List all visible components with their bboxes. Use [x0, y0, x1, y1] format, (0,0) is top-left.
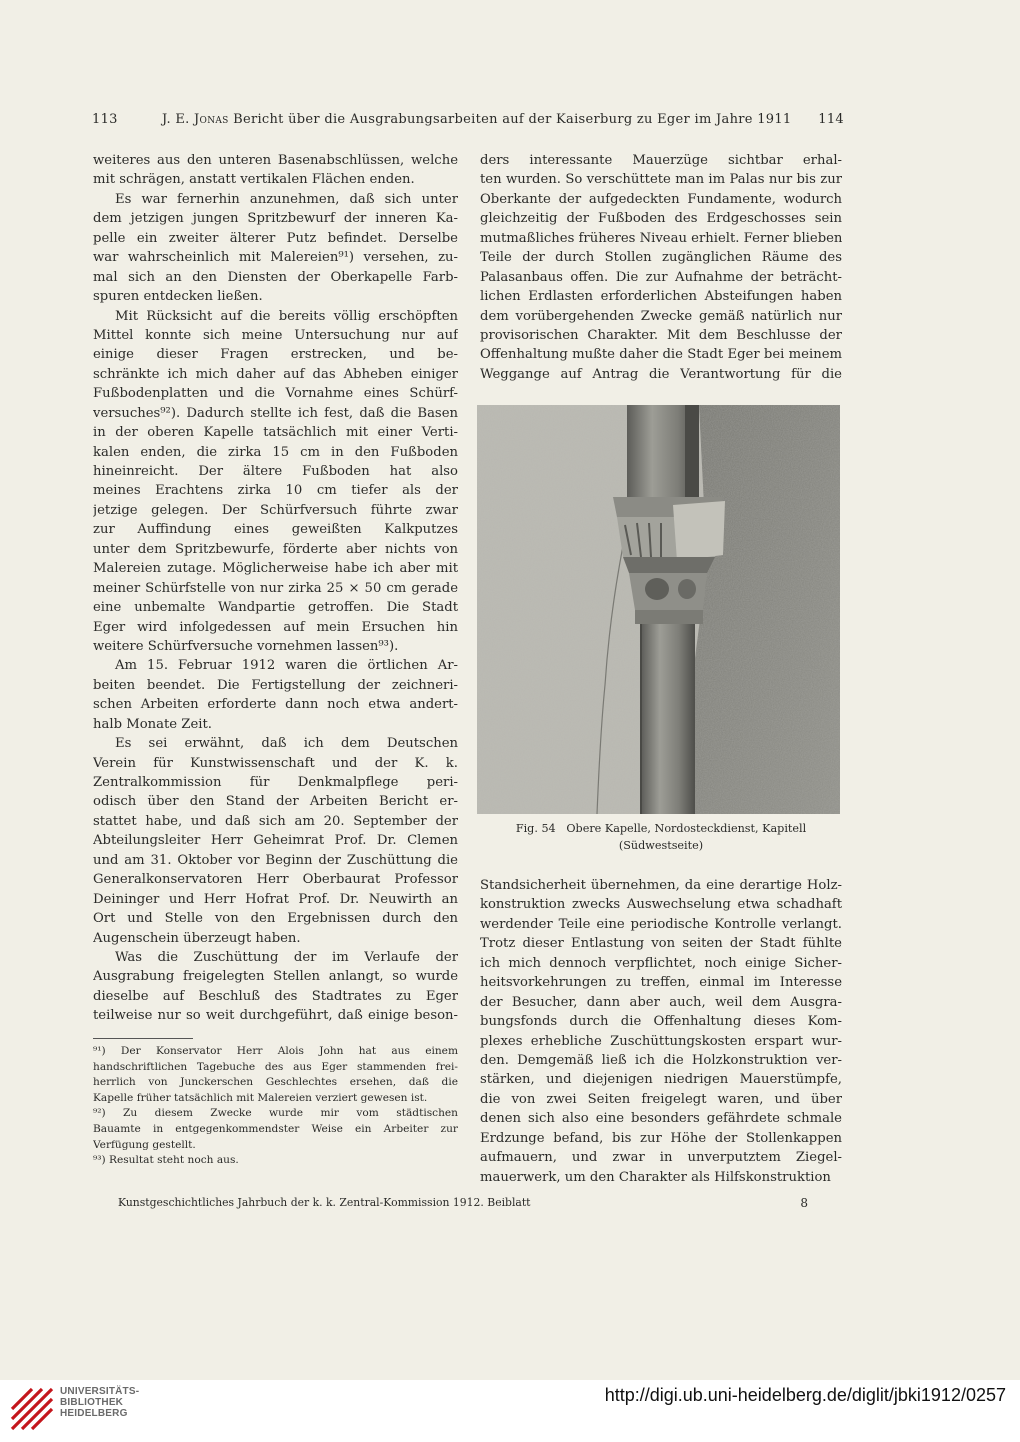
text-line: Am 15. Februar 1912 waren die örtlichen Ar- [115, 658, 458, 674]
text-line: zur Auffindung eines geweißten Kalkputzes [93, 522, 458, 538]
text-line: plexes erhebliche Zuschüttungskosten erspart wur- [480, 1033, 842, 1049]
text-line: in der oberen Kapelle tatsächlich mit einer Verti- [93, 425, 458, 441]
sheet-number: 8 [800, 1196, 808, 1210]
text-line: Abteilungsleiter Herr Geheimrat Prof. Dr. Clemen [93, 833, 458, 849]
text-line: handschriftlichen Tagebuche des aus Eger stammenden frei- [93, 1060, 458, 1073]
text-line: Mit Rücksicht auf die bereits völlig erschöpften [115, 308, 458, 324]
header-title-line [162, 112, 792, 127]
text-line: bungsfonds durch die Offenhaltung dieses Kom- [480, 1014, 842, 1030]
figure-caption-text: Obere Kapelle, Nordosteckdienst, Kapitell [566, 822, 807, 835]
text-line: mal sich an den Diensten der Oberkapelle Farb- [93, 269, 458, 285]
text-line: war wahrscheinlich mit Malereien⁹¹) versehen, zu- [93, 250, 458, 266]
text-line: schränkte ich mich daher auf das Abheben einiger [93, 366, 458, 382]
text-line: weitere Schürfversuche vornehmen lassen⁹³). [93, 638, 399, 654]
text-line: Teile der durch Stollen zugänglichen Räume des [480, 250, 842, 266]
text-line: ⁹²) Zu diesem Zwecke wurde mir vom städtischen [93, 1107, 458, 1120]
text-line: Verein für Kunstwissenschaft und der K. k. [93, 755, 458, 771]
figure-photo [477, 405, 840, 814]
text-line: versuches⁹²). Dadurch stellte ich fest, daß die Basen [93, 405, 458, 421]
text-line: ⁹³) Resultat steht noch aus. [93, 1154, 239, 1167]
left-column [93, 151, 458, 1026]
text-line: ich mich dennoch verpflichtet, noch einige Sicher- [480, 955, 842, 971]
library-name [60, 1386, 139, 1419]
text-line: Was die Zuschüttung der im Verlaufe der [115, 949, 458, 965]
text-line: Weggange auf Antrag die Verantwortung für die [480, 366, 842, 382]
library-line-3: HEIDELBERG [60, 1408, 128, 1419]
text-line: kalen enden, die zirka 15 cm in den Fußboden [93, 444, 458, 460]
text-line: eine unbemalte Wandpartie getroffen. Die Stadt [93, 600, 458, 616]
text-line: der Besucher, dann aber auch, weil dem Ausgra- [480, 994, 842, 1010]
text-line: Trotz dieser Entlastung von seiten der Stadt fühlte [480, 936, 842, 952]
text-line: unter dem Spritzbewurfe, förderte aber nichts von [93, 541, 458, 557]
text-line: lichen Erdlasten erforderlichen Absteifungen haben [480, 289, 842, 305]
text-line: mauerwerk, um den Charakter als Hilfskonstruktion [480, 1169, 831, 1185]
text-line: spuren entdecken ließen. [93, 289, 263, 305]
text-line: stärken, und diejenigen niedrigen Mauerstümpfe, [480, 1072, 842, 1088]
text-line: Mittel konnte sich meine Untersuchung nur auf [93, 327, 458, 343]
page-number-left: 113 [92, 112, 118, 127]
permalink-url[interactable]: http://digi.ub.uni-heidelberg.de/diglit/jbki1912/0257 [604, 1385, 1006, 1405]
text-line: Es war fernerhin anzunehmen, daß sich unter [115, 191, 458, 207]
text-line: einige dieser Fragen erstrecken, und be- [93, 347, 458, 363]
text-line: jetzige gelegen. Der Schürfversuch führte zwar [93, 502, 458, 518]
text-line: dieselbe auf Beschluß des Stadtrates zu Eger [93, 988, 458, 1004]
text-line: Palasanbaus offen. Die zur Aufnahme der beträcht- [480, 269, 842, 285]
right-column-bottom [480, 876, 842, 1187]
footnote-rule [93, 1038, 193, 1039]
text-line: heitsvorkehrungen zu treffen, einmal im Interesse [480, 975, 842, 991]
text-line: ten wurden. So verschüttete man im Palas nur bis zur [480, 172, 842, 188]
figure-number: Fig. 54 [515, 822, 556, 835]
library-line-2: BIBLIOTHEK [60, 1397, 124, 1408]
text-line: gleichzeitig der Fußboden des Erdgeschosses sein [480, 211, 842, 227]
text-line: ⁹¹) Der Konservator Herr Alois John hat aus einem [93, 1045, 458, 1057]
library-line-1: UNIVERSITÄTS- [60, 1386, 140, 1397]
text-line: provisorischen Charakter. Mit dem Beschlusse der [480, 327, 842, 343]
text-line: teilweise nur so weit durchgeführt, daß einige beson- [93, 1008, 458, 1024]
text-line: meines Erachtens zirka 10 cm tiefer als der [93, 483, 458, 499]
text-line: Augenschein überzeugt haben. [93, 930, 301, 946]
header-title: Bericht über die Ausgrabungsarbeiten auf der Kaiserburg zu Eger im Jahre 1911 [233, 112, 792, 127]
text-line: Deininger und Herr Hofrat Prof. Dr. Neuwirth an [93, 891, 458, 907]
journal-line: Kunstgeschichtliches Jahrbuch der k. k. Zentral-Kommission 1912. Beiblatt [118, 1196, 531, 1209]
text-line: ders interessante Mauerzüge sichtbar erhal- [480, 153, 842, 168]
text-line: schen Arbeiten erforderte dann noch etwa andert- [93, 697, 458, 713]
text-line: dem vorübergehenden Zwecke gemäß natürlich nur [480, 308, 842, 324]
text-line: Offenhaltung mußte daher die Stadt Eger bei meinem [480, 347, 842, 363]
page-number-right: 114 [818, 112, 844, 127]
text-line: herrlich von Junckerschen Geschlechtes ersehen, daß die [93, 1076, 458, 1089]
text-line: denen sich also eine besonders gefährdete schmale [480, 1111, 842, 1127]
text-line: Zentralkommission für Denkmalpflege peri- [93, 775, 458, 790]
text-line: stattet habe, und daß sich am 20. September der [93, 813, 458, 829]
text-line: Kapelle früher tatsächlich mit Malereien verziert gewesen ist. [93, 1091, 428, 1104]
header-author: J. E. Jonas [162, 112, 229, 127]
text-line: mutmaßliches früheres Niveau erhielt. Ferner blieben [480, 230, 842, 246]
text-line: Standsicherheit übernehmen, da eine derartige Holz- [480, 878, 842, 893]
text-line: Ausgrabung freigelegten Stellen anlangt, so wurde [93, 969, 458, 985]
text-line: pelle ein zweiter älterer Putz befindet. Derselbe [93, 230, 458, 246]
text-line: Bauamte in entgegenkommendster Weise ein Arbeiter zur [93, 1122, 458, 1135]
text-line: Oberkante der aufgedeckten Fundamente, wodurch [480, 191, 842, 207]
text-line: hineinreicht. Der ältere Fußboden hat also [93, 464, 458, 479]
text-line: konstruktion zwecks Auswechselung etwa schadhaft [480, 897, 842, 913]
text-line: odisch über den Stand der Arbeiten Bericht er- [93, 794, 458, 810]
text-line: Eger wird infolgedessen auf mein Ersuchen hin [93, 619, 458, 635]
text-line: aufmauern, und zwar in unverputztem Ziegel- [480, 1150, 842, 1166]
text-line: Es sei erwähnt, daß ich dem Deutschen [115, 736, 458, 752]
library-logo-icon[interactable] [8, 1385, 56, 1433]
text-line: Ort und Stelle von den Ergebnissen durch den [93, 911, 458, 927]
text-line: werdender Teile eine periodische Kontrolle verlangt. [480, 916, 842, 932]
figure-caption-sub: (Südwestseite) [618, 839, 704, 852]
text-line: halb Monate Zeit. [93, 716, 212, 732]
text-line: Fußbodenplatten und die Vornahme eines Schürf- [93, 386, 458, 402]
right-column-top [480, 151, 842, 384]
text-line: und am 31. Oktober vor Beginn der Zuschüttung die [93, 852, 458, 868]
page-footer [118, 1196, 808, 1209]
footnotes [93, 1044, 458, 1169]
text-line: Generalkonservatoren Herr Oberbaurat Professor [93, 872, 458, 888]
text-line: beiten beendet. Die Fertigstellung der zeichneri- [93, 677, 458, 693]
figure-caption [480, 820, 842, 854]
text-line: den. Demgemäß ließ ich die Holzkonstruktion ver- [480, 1052, 842, 1068]
text-line: weiteres aus den unteren Basenabschlüssen, welche [93, 153, 458, 168]
text-line: Verfügung gestellt. [93, 1138, 196, 1151]
text-line: mit schrägen, anstatt vertikalen Flächen enden. [93, 172, 415, 188]
text-line: Erdzunge befand, bis zur Höhe der Stollenkappen [480, 1130, 842, 1146]
text-line: die von zwei Seiten freigelegt waren, und über [480, 1091, 842, 1107]
text-line: Malereien zutage. Möglicherweise habe ich aber mit [93, 561, 458, 577]
text-line: dem jetzigen jungen Spritzbewurf der inneren Ka- [93, 211, 458, 227]
text-line: meiner Schürfstelle von nur zirka 25 × 50 cm gerade [93, 580, 458, 596]
